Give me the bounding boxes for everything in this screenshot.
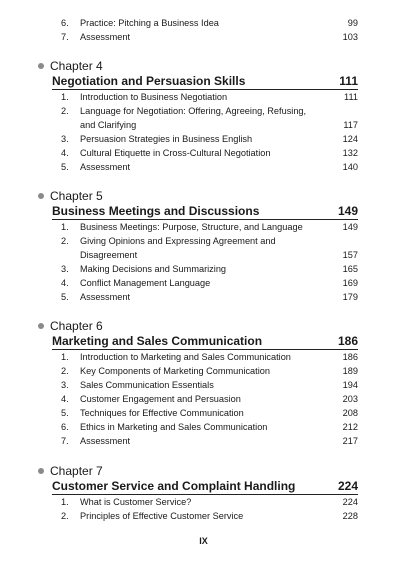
entry-title: Persuasion Strategies in Business English [80,134,253,144]
entry-page: 165 [342,264,358,274]
bullet-icon [38,63,44,69]
entry-page: 217 [342,436,358,446]
entry-number: 4. [61,148,69,158]
entry-title: Introduction to Marketing and Sales Communication [80,352,291,362]
entry-number: 5. [61,292,69,302]
entry-page: 224 [342,497,358,507]
entry-title: Conflict Management Language [80,278,211,288]
bullet-icon [38,193,44,199]
chapter-page: 149 [337,204,358,218]
entry-number: 3. [61,134,69,144]
chapter-label: Chapter 6 [38,318,103,334]
entry-page: 169 [342,278,358,288]
entry-title: Cultural Etiquette in Cross-Cultural Negotiation [80,148,271,158]
entry-page: 140 [342,162,358,172]
entry-page: 194 [342,380,358,390]
entry-title: Techniques for Effective Communication [80,408,244,418]
bullet-icon [38,468,44,474]
entry-number: 7. [61,436,69,446]
entry-number: 1. [61,497,69,507]
entry-page: 186 [342,352,358,362]
entry-title-cont: and Clarifying [80,120,137,130]
entry-title: Business Meetings: Purpose, Structure, and Language [80,222,303,232]
entry-number: 2. [61,511,69,521]
entry-number: 5. [61,408,69,418]
entry-page: 179 [342,292,358,302]
entry-number: 6. [61,18,69,28]
entry-number: 1. [61,352,69,362]
entry-title: Practice: Pitching a Business Idea [80,18,219,28]
entry-number: 2. [61,236,69,246]
entry-page: 111 [344,92,358,102]
entry-title: Making Decisions and Summarizing [80,264,227,274]
entry-number: 7. [61,32,69,42]
entry-number: 2. [61,106,69,116]
entry-page: 99 [347,18,358,28]
entry-title: Sales Communication Essentials [80,380,214,390]
entry-title: Assessment [80,436,131,446]
chapter-label: Chapter 7 [38,463,103,479]
entry-page: 149 [342,222,358,232]
entry-number: 5. [61,162,69,172]
entry-number: 2. [61,366,69,376]
entry-number: 4. [61,394,69,404]
entry-number: 6. [61,422,69,432]
entry-page: 189 [342,366,358,376]
chapter-title-text: Customer Service and Complaint Handling [52,479,296,493]
entry-number: 1. [61,222,69,232]
chapter-label: Chapter 4 [38,58,103,74]
entry-title: Assessment [80,32,131,42]
entry-page: 103 [342,32,358,42]
entry-title-cont: Disagreement [80,250,138,260]
chapter-title-text: Business Meetings and Discussions [52,204,260,218]
chapter-page: 111 [339,74,358,88]
page-number-footer: IX [199,536,208,546]
chapter-page: 224 [337,479,358,493]
entry-page: 212 [342,422,358,432]
entry-title: What is Customer Service? [80,497,192,507]
entry-number: 3. [61,264,69,274]
entry-number: 3. [61,380,69,390]
bullet-icon [38,323,44,329]
entry-number: 1. [61,92,69,102]
entry-title: Assessment [80,292,131,302]
chapter-label: Chapter 5 [38,188,103,204]
chapter-title-text: Marketing and Sales Communication [52,334,263,348]
entry-title: Assessment [80,162,131,172]
entry-title: Ethics in Marketing and Sales Communication [80,422,268,432]
entry-title: Language for Negotiation: Offering, Agreeing, Refusing, [80,106,307,116]
entry-page: 117 [343,120,358,130]
entry-title: Introduction to Business Negotiation [80,92,228,102]
entry-number: 4. [61,278,69,288]
entry-page: 157 [342,250,358,260]
entry-page: 208 [342,408,358,418]
entry-title: Customer Engagement and Persuasion [80,394,241,404]
entry-title: Giving Opinions and Expressing Agreement and [80,236,276,246]
chapter-title-text: Negotiation and Persuasion Skills [52,74,246,88]
entry-page: 228 [342,511,358,521]
entry-page: 124 [342,134,358,144]
chapter-page: 186 [337,334,358,348]
entry-title: Key Components of Marketing Communication [80,366,270,376]
entry-page: 132 [342,148,358,158]
entry-title: Principles of Effective Customer Service [80,511,244,521]
entry-page: 203 [342,394,358,404]
